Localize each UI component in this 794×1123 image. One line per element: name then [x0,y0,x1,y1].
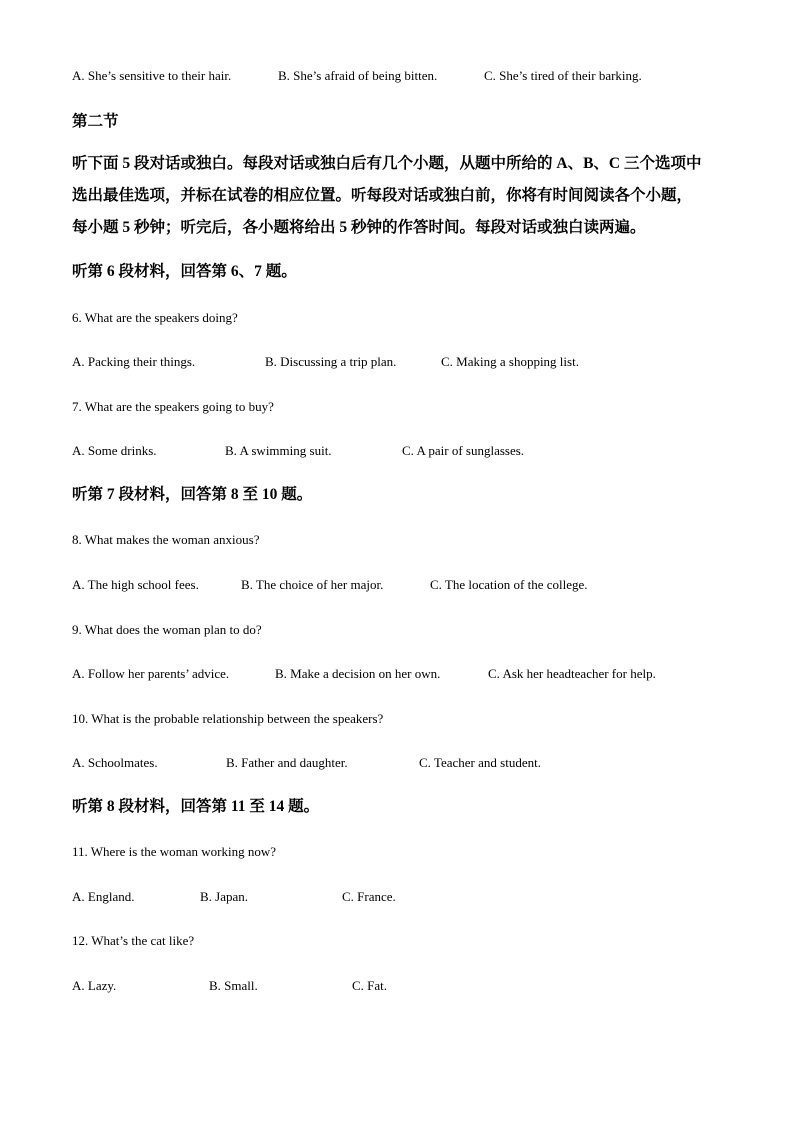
q10-option-b: B. Father and daughter. [226,755,348,770]
q5-option-b: B. She’s afraid of being bitten. [278,68,438,83]
q8-option-c: C. The location of the college. [430,577,588,592]
q11-option-a: A. England. [72,889,135,904]
q6-option-a: A. Packing their things. [72,354,196,369]
q5-option-a: A. She’s sensitive to their hair. [72,68,232,83]
q12-option-c: C. Fat. [352,978,388,993]
q7-option-c: C. A pair of sunglasses. [402,443,525,458]
q11-option-b: B. Japan. [200,889,249,904]
q9-option-a: A. Follow her parents’ advice. [72,666,230,681]
instructions-line-3: 每小题 5 秒钟；听完后，各小题将给出 5 秒钟的作答时间。每段对话或独白读两遍。 [72,219,646,236]
q7-option-a: A. Some drinks. [72,443,157,458]
group6-heading: 听第 6 段材料，回答第 6、7 题。 [72,263,297,280]
instructions-line-1: 听下面 5 段对话或独白。每段对话或独白后有几个小题，从题中所给的 A、B、C 三个选项中 [72,155,702,172]
q10-option-a: A. Schoolmates. [72,755,158,770]
q11-option-c: C. France. [342,889,396,904]
q6-option-b: B. Discussing a trip plan. [265,354,397,369]
q7-question: 7. What are the speakers going to buy? [72,399,274,414]
q9-question: 9. What does the woman plan to do? [72,622,262,637]
q12-option-a: A. Lazy. [72,978,117,993]
q7-option-b: B. A swimming suit. [225,443,332,458]
group8-heading: 听第 8 段材料，回答第 11 至 14 题。 [72,798,320,815]
q8-option-a: A. The high school fees. [72,577,199,592]
q6-question: 6. What are the speakers doing? [72,310,238,325]
q12-option-b: B. Small. [209,978,258,993]
q8-question: 8. What makes the woman anxious? [72,532,260,547]
q8-option-b: B. The choice of her major. [241,577,384,592]
q12-question: 12. What’s the cat like? [72,933,195,948]
q5-option-c: C. She’s tired of their barking. [484,68,642,83]
instructions-line-2: 选出最佳选项，并标在试卷的相应位置。听每段对话或独白前，你将有时间阅读各个小题， [72,187,693,204]
section-title: 第二节 [72,113,119,130]
q10-question: 10. What is the probable relationship between the speakers? [72,711,384,726]
q9-option-b: B. Make a decision on her own. [275,666,441,681]
group7-heading: 听第 7 段材料，回答第 8 至 10 题。 [72,486,313,503]
q6-option-c: C. Making a shopping list. [441,354,579,369]
q9-option-c: C. Ask her headteacher for help. [488,666,656,681]
q10-option-c: C. Teacher and student. [419,755,541,770]
q11-question: 11. Where is the woman working now? [72,844,276,859]
